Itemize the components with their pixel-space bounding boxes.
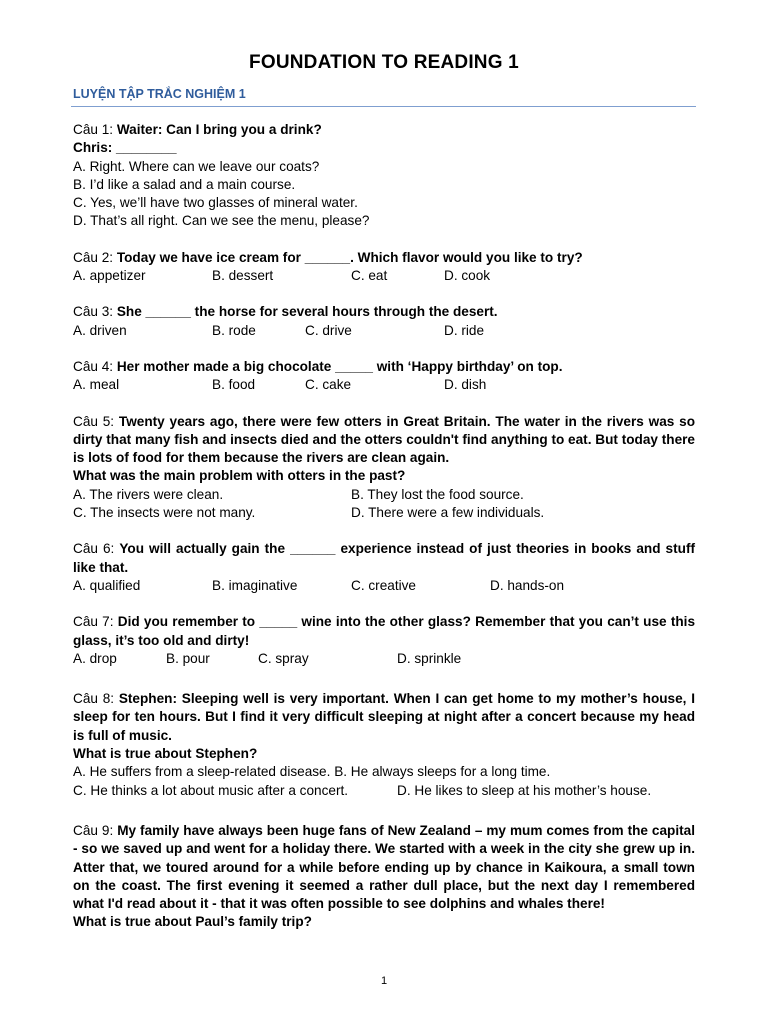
question-stem: Twenty years ago, there were few otters in Great Britain. The water in the rivers was so dirty that many fish and insects died and the otters couldn't find anything to eat. But today there is lots of food for them because the rivers are clean again.: [73, 413, 696, 466]
question-stem: My family have always been huge fans of New Zealand – my mum comes from the capital - so we saved up and went for a holiday there. We started with a week in the city she grew up in. Atter that, we toured around for a while before ending up by chance in Kaikoura, a small town on the coast. The first evening it seemed a rather dull place, but the next day I remembered what I'd read about it - that it was often possible to see dolphins and whales there!: [73, 822, 695, 912]
question-2: [73, 249, 695, 286]
section-heading: LUYỆN TẬP TRẮC NGHIỆM 1: [73, 87, 246, 101]
page-number: 1: [380, 975, 388, 987]
option-c: C. Yes, we’ll have two glasses of mineral water.: [73, 195, 358, 211]
question-prompt: What was the main problem with otters in the past?: [73, 468, 406, 484]
question-label: Câu 9:: [73, 822, 118, 838]
question-3: [73, 303, 695, 340]
heading-divider: [71, 106, 696, 107]
option-b: B. food: [212, 377, 256, 393]
option-d: D. ride: [444, 322, 485, 338]
option-d: D. There were a few individuals.: [351, 505, 545, 521]
option-b: B. imaginative: [212, 577, 298, 593]
options-row: [73, 577, 695, 595]
option-c: C. eat: [351, 268, 388, 284]
question-stem: Waiter: Can I bring you a drink?: [116, 122, 322, 137]
options-row: [73, 322, 695, 340]
option-b: B. They lost the food source.: [351, 486, 524, 502]
option-a: A. He suffers from a sleep-related disease.: [73, 764, 331, 780]
page-title: FOUNDATION TO READING 1: [249, 52, 519, 73]
option-a: A. drop: [73, 650, 117, 666]
question-label: Câu 3:: [73, 304, 117, 320]
option-d: D. hands-on: [490, 577, 565, 593]
question-8: [73, 690, 695, 800]
options-row: [73, 650, 695, 668]
question-label: Câu 6:: [73, 541, 120, 557]
question-stem: Stephen: Sleeping well is very important. When I can get home to my mother’s house, I sleep for ten hours. But I find it very difficult sleeping at night after a concert because my head is full of music.: [73, 691, 695, 743]
options-row: [73, 504, 695, 522]
question-list: [73, 121, 695, 932]
option-d: D. That’s all right. Can we see the menu, please?: [73, 213, 370, 229]
question-stem: Did you remember to _____ wine into the other glass? Remember that you can’t use this glass, it’s too old and dirty!: [73, 614, 696, 648]
option-a: A. qualified: [73, 577, 141, 593]
question-label: Câu 8:: [73, 691, 119, 707]
question-stem: Her mother made a big chocolate _____ with ‘Happy birthday’ on top.: [116, 358, 563, 374]
question-stem-line: Chris: ________: [73, 140, 177, 156]
question-stem: You will actually gain the ______ experience instead of just theories in books and stuff like that.: [73, 541, 696, 575]
options-row: [73, 486, 695, 504]
question-5: [73, 413, 695, 523]
option-b: B. pour: [166, 650, 210, 666]
question-1: [73, 121, 695, 231]
option-c: C. spray: [258, 650, 309, 666]
question-label: Câu 4:: [73, 358, 117, 374]
question-stem: Today we have ice cream for ______. Which flavor would you like to try?: [116, 249, 583, 265]
option-a: A. appetizer: [73, 268, 146, 284]
option-a: A. Right. Where can we leave our coats?: [73, 158, 320, 174]
question-7: [73, 613, 695, 668]
option-d: D. He likes to sleep at his mother’s house.: [397, 782, 652, 798]
option-c: C. creative: [351, 577, 416, 593]
option-d: D. sprinkle: [397, 650, 462, 666]
option-b: B. rode: [212, 322, 256, 338]
question-label: Câu 7:: [73, 614, 118, 630]
options-row: [73, 782, 695, 800]
option-c: C. drive: [305, 322, 352, 338]
question-6: [73, 540, 695, 595]
options-row: [73, 267, 695, 285]
option-a: A. meal: [73, 377, 120, 393]
question-prompt: What is true about Paul’s family trip?: [73, 914, 312, 930]
option-c: C. He thinks a lot about music after a concert.: [73, 782, 349, 798]
question-prompt: What is true about Stephen?: [73, 746, 258, 762]
question-label: Câu 5:: [73, 413, 119, 429]
question-label: Câu 2:: [73, 249, 117, 265]
question-9: [73, 822, 695, 932]
option-b: B. He always sleeps for a long time.: [334, 764, 551, 780]
option-a: A. The rivers were clean.: [73, 486, 224, 502]
option-b: B. dessert: [212, 268, 274, 284]
question-4: [73, 358, 695, 395]
option-a: A. driven: [73, 322, 127, 338]
option-d: D. cook: [444, 268, 491, 284]
option-d: D. dish: [444, 377, 487, 393]
option-c: C. cake: [305, 377, 352, 393]
question-stem: She ______ the horse for several hours through the desert.: [116, 304, 498, 320]
question-label: Câu 1:: [73, 122, 117, 137]
options-row: [73, 376, 695, 394]
option-b: B. I’d like a salad and a main course.: [73, 176, 296, 192]
option-c: C. The insects were not many.: [73, 505, 256, 521]
